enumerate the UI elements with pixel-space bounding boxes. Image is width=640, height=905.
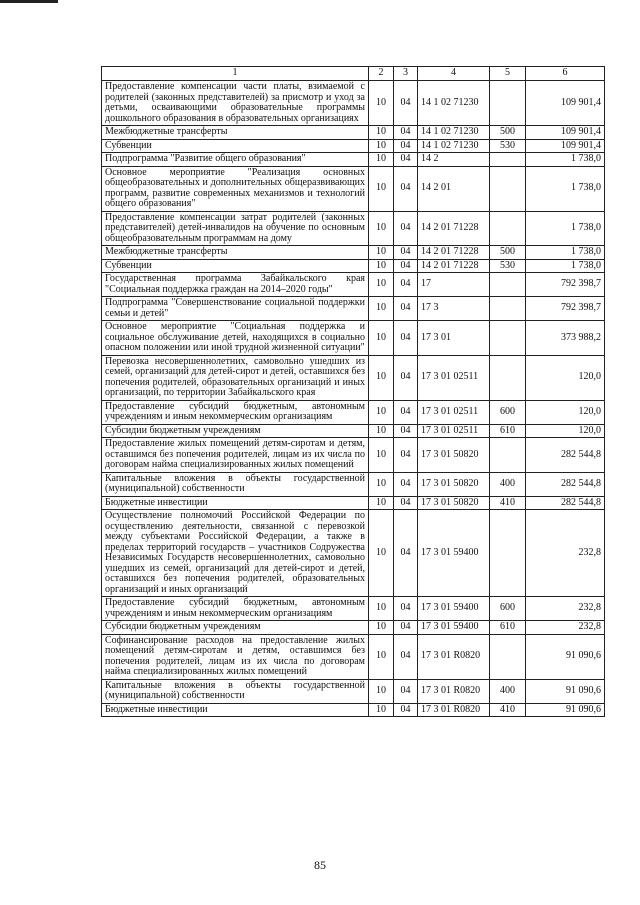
row-expense-type <box>490 166 526 211</box>
row-section: 10 <box>369 496 394 510</box>
table-row <box>102 211 605 246</box>
row-expense-type: 610 <box>490 621 526 635</box>
row-expense-type <box>490 211 526 246</box>
row-target-code: 17 3 01 02511 <box>418 424 490 438</box>
row-subsection: 04 <box>394 621 418 635</box>
row-amount: 792 398,7 <box>526 297 605 321</box>
row-name: Капитальные вложения в объекты государственной (муниципальной) собственности <box>102 472 369 496</box>
row-amount: 232,8 <box>526 510 605 597</box>
row-target-code: 17 3 01 50820 <box>418 496 490 510</box>
row-target-code: 14 2 01 71228 <box>418 259 490 273</box>
row-target-code: 14 2 01 71228 <box>418 246 490 260</box>
row-target-code: 17 3 01 02511 <box>418 355 490 400</box>
row-section: 10 <box>369 139 394 153</box>
table-row <box>102 273 605 297</box>
row-section: 10 <box>369 153 394 167</box>
row-name: Подпрограмма "Развитие общего образования" <box>102 153 369 167</box>
header-cell-target-code: 4 <box>418 67 490 81</box>
row-name: Бюджетные инвестиции <box>102 496 369 510</box>
row-target-code: 14 2 01 <box>418 166 490 211</box>
header-cell-subsection: 3 <box>394 67 418 81</box>
row-expense-type <box>490 355 526 400</box>
top-rule <box>0 0 58 3</box>
row-amount: 91 090,6 <box>526 703 605 717</box>
row-expense-type: 600 <box>490 400 526 424</box>
row-target-code: 14 2 01 71228 <box>418 211 490 246</box>
row-expense-type: 530 <box>490 139 526 153</box>
row-name: Предоставление компенсации части платы, взимаемой с родителей (законных представителей) за присмотр и уход за детьми, осваивающими образовательные программы дошкольного образования в образовательных организациях <box>102 81 369 126</box>
row-target-code: 14 1 02 71230 <box>418 139 490 153</box>
row-expense-type: 400 <box>490 472 526 496</box>
table-row <box>102 355 605 400</box>
row-target-code: 17 3 01 R0820 <box>418 703 490 717</box>
row-expense-type <box>490 297 526 321</box>
row-name: Подпрограмма "Совершенствование социальной поддержки семьи и детей" <box>102 297 369 321</box>
row-target-code: 14 1 02 71230 <box>418 126 490 140</box>
row-target-code: 17 3 01 R0820 <box>418 634 490 679</box>
row-target-code: 17 3 01 50820 <box>418 472 490 496</box>
table-row <box>102 153 605 167</box>
row-name: Субсидии бюджетным учреждениям <box>102 424 369 438</box>
row-target-code: 17 3 01 R0820 <box>418 679 490 703</box>
row-target-code: 17 3 01 02511 <box>418 400 490 424</box>
row-section: 10 <box>369 259 394 273</box>
table-row <box>102 621 605 635</box>
row-subsection: 04 <box>394 259 418 273</box>
table-row <box>102 597 605 621</box>
header-cell-section: 2 <box>369 67 394 81</box>
table-row <box>102 510 605 597</box>
row-amount: 1 738,0 <box>526 166 605 211</box>
row-section: 10 <box>369 621 394 635</box>
row-amount: 373 988,2 <box>526 321 605 356</box>
table-row <box>102 424 605 438</box>
row-name: Основное мероприятие "Реализация основных общеобразовательных и дополнительных общеразвивающих программ, развитие современных механизмов и технологий общего образования" <box>102 166 369 211</box>
row-expense-type <box>490 273 526 297</box>
row-target-code: 17 <box>418 273 490 297</box>
row-section: 10 <box>369 703 394 717</box>
row-expense-type: 530 <box>490 259 526 273</box>
table-row <box>102 472 605 496</box>
row-name: Бюджетные инвестиции <box>102 703 369 717</box>
row-target-code: 17 3 01 50820 <box>418 438 490 473</box>
table-row <box>102 321 605 356</box>
row-subsection: 04 <box>394 355 418 400</box>
row-name: Межбюджетные трансферты <box>102 246 369 260</box>
table-row <box>102 496 605 510</box>
row-name: Предоставление жилых помещений детям-сиротам и детям, оставшимся без попечения родителей, лицам из их числа по договорам найма специализированных жилых помещений <box>102 438 369 473</box>
row-subsection: 04 <box>394 597 418 621</box>
row-name: Предоставление компенсации затрат родителей (законных представителей) детей-инвалидов на обучение по основным общеобразовательным программам на дому <box>102 211 369 246</box>
row-target-code: 17 3 <box>418 297 490 321</box>
row-section: 10 <box>369 472 394 496</box>
row-amount: 120,0 <box>526 400 605 424</box>
row-section: 10 <box>369 634 394 679</box>
row-name: Осуществление полномочий Российской Федерации по осуществлению деятельности, связанной с перевозкой между субъектами Российской Федерации, а также в пределах территорий государств – участников Содружества Независимых Государств несовершеннолетних, самовольно ушедших из семей, организаций для детей-сирот и детей, оставшихся без попечения родителей, образовательных организаций и иных организаций <box>102 510 369 597</box>
row-amount: 109 901,4 <box>526 139 605 153</box>
row-name: Софинансирование расходов на предоставление жилых помещений детям-сиротам и детям, оставшимся без попечения родителей, лицам из их числа по договорам найма специализированных жилых помещений <box>102 634 369 679</box>
row-section: 10 <box>369 355 394 400</box>
row-subsection: 04 <box>394 634 418 679</box>
row-target-code: 17 3 01 59400 <box>418 597 490 621</box>
row-expense-type: 410 <box>490 496 526 510</box>
row-section: 10 <box>369 211 394 246</box>
page-number: 85 <box>314 858 326 872</box>
row-section: 10 <box>369 321 394 356</box>
table-row <box>102 438 605 473</box>
row-subsection: 04 <box>394 81 418 126</box>
row-amount: 282 544,8 <box>526 496 605 510</box>
row-name: Межбюджетные трансферты <box>102 126 369 140</box>
row-amount: 91 090,6 <box>526 679 605 703</box>
row-subsection: 04 <box>394 211 418 246</box>
row-name: Предоставление субсидий бюджетным, автономным учреждениям и иным некоммерческим организациям <box>102 597 369 621</box>
row-subsection: 04 <box>394 139 418 153</box>
row-amount: 792 398,7 <box>526 273 605 297</box>
row-expense-type: 500 <box>490 126 526 140</box>
row-section: 10 <box>369 597 394 621</box>
table-row <box>102 166 605 211</box>
header-row <box>102 67 605 81</box>
row-amount: 1 738,0 <box>526 211 605 246</box>
row-expense-type: 400 <box>490 679 526 703</box>
row-amount: 109 901,4 <box>526 81 605 126</box>
row-section: 10 <box>369 297 394 321</box>
table-row <box>102 634 605 679</box>
table-row <box>102 400 605 424</box>
row-name: Субсидии бюджетным учреждениям <box>102 621 369 635</box>
row-target-code: 14 2 <box>418 153 490 167</box>
row-subsection: 04 <box>394 273 418 297</box>
row-section: 10 <box>369 400 394 424</box>
row-amount: 282 544,8 <box>526 472 605 496</box>
row-section: 10 <box>369 510 394 597</box>
row-subsection: 04 <box>394 400 418 424</box>
row-amount: 1 738,0 <box>526 259 605 273</box>
row-name: Государственная программа Забайкальского края "Социальная поддержка граждан на 2014–2020 годы" <box>102 273 369 297</box>
row-name: Субвенции <box>102 139 369 153</box>
row-amount: 120,0 <box>526 424 605 438</box>
row-subsection: 04 <box>394 472 418 496</box>
row-amount: 120,0 <box>526 355 605 400</box>
row-amount: 232,8 <box>526 597 605 621</box>
row-amount: 1 738,0 <box>526 153 605 167</box>
row-expense-type: 610 <box>490 424 526 438</box>
row-subsection: 04 <box>394 166 418 211</box>
row-amount: 232,8 <box>526 621 605 635</box>
row-subsection: 04 <box>394 246 418 260</box>
table-row <box>102 126 605 140</box>
table-row <box>102 297 605 321</box>
header-cell-name: 1 <box>102 67 369 81</box>
header-cell-amount: 6 <box>526 67 605 81</box>
row-subsection: 04 <box>394 496 418 510</box>
row-subsection: 04 <box>394 153 418 167</box>
row-expense-type <box>490 321 526 356</box>
table-row <box>102 246 605 260</box>
row-expense-type <box>490 81 526 126</box>
budget-table <box>101 66 605 717</box>
row-name: Основное мероприятие "Социальная поддержка и социальное обслуживание детей, находящихся в социально опасном положении или иной трудной жизненной ситуации" <box>102 321 369 356</box>
row-section: 10 <box>369 438 394 473</box>
table-row <box>102 139 605 153</box>
row-section: 10 <box>369 81 394 126</box>
row-expense-type: 500 <box>490 246 526 260</box>
row-subsection: 04 <box>394 438 418 473</box>
row-subsection: 04 <box>394 679 418 703</box>
row-target-code: 14 1 02 71230 <box>418 81 490 126</box>
row-expense-type <box>490 153 526 167</box>
table-row <box>102 81 605 126</box>
row-name: Перевозка несовершеннолетних, самовольно ушедших из семей, организаций для детей-сирот и детей, оставшихся без попечения родителей, образовательных организаций и иных организаций, по территории Забайкальского края <box>102 355 369 400</box>
row-section: 10 <box>369 273 394 297</box>
row-section: 10 <box>369 166 394 211</box>
row-amount: 1 738,0 <box>526 246 605 260</box>
row-section: 10 <box>369 424 394 438</box>
row-amount: 109 901,4 <box>526 126 605 140</box>
row-subsection: 04 <box>394 321 418 356</box>
row-expense-type <box>490 438 526 473</box>
row-expense-type: 600 <box>490 597 526 621</box>
row-name: Капитальные вложения в объекты государственной (муниципальной) собственности <box>102 679 369 703</box>
row-target-code: 17 3 01 <box>418 321 490 356</box>
row-amount: 91 090,6 <box>526 634 605 679</box>
row-subsection: 04 <box>394 297 418 321</box>
row-section: 10 <box>369 126 394 140</box>
row-subsection: 04 <box>394 424 418 438</box>
table-row <box>102 679 605 703</box>
row-section: 10 <box>369 246 394 260</box>
row-expense-type: 410 <box>490 703 526 717</box>
header-cell-expense-type: 5 <box>490 67 526 81</box>
row-name: Субвенции <box>102 259 369 273</box>
table-row <box>102 259 605 273</box>
row-subsection: 04 <box>394 126 418 140</box>
table-row <box>102 703 605 717</box>
row-name: Предоставление субсидий бюджетным, автономным учреждениям и иным некоммерческим организациям <box>102 400 369 424</box>
row-section: 10 <box>369 679 394 703</box>
row-amount: 282 544,8 <box>526 438 605 473</box>
row-expense-type <box>490 634 526 679</box>
row-subsection: 04 <box>394 703 418 717</box>
row-target-code: 17 3 01 59400 <box>418 621 490 635</box>
row-target-code: 17 3 01 59400 <box>418 510 490 597</box>
row-expense-type <box>490 510 526 597</box>
row-subsection: 04 <box>394 510 418 597</box>
